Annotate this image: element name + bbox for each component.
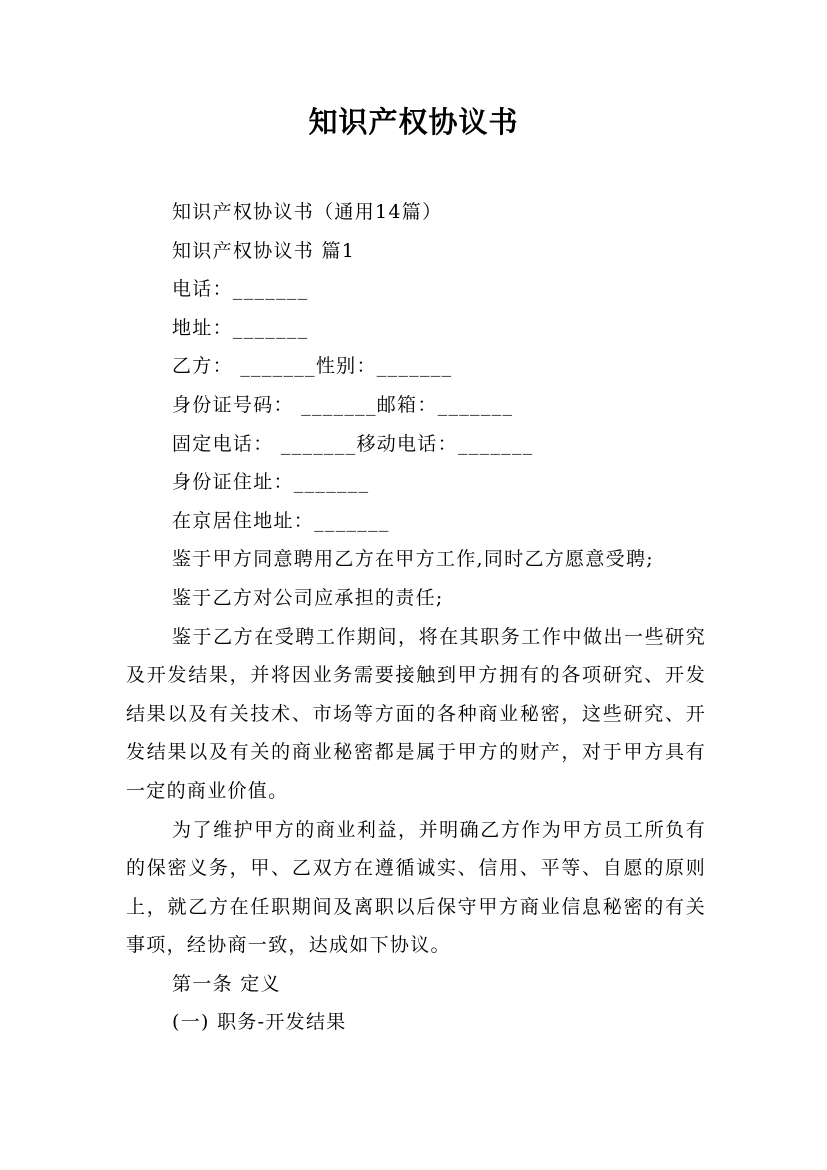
beijing-address-field: 在京居住地址：_______ bbox=[172, 509, 390, 532]
recital-paragraph: 鉴于乙方对公司应承担的责任; bbox=[172, 586, 444, 609]
document-title: 知识产权协议书 bbox=[308, 105, 519, 139]
article-heading: 第一条 定义 bbox=[172, 972, 281, 995]
recital-paragraph: 鉴于乙方在受聘工作期间，将在其职务工作中做出一些研究及开发结果，并将因业务需要接触到甲方拥有的各项研究、开发结果以及有关技术、市场等方面的各种商业秘密，这些研究、开发结果以及有关的商业秘密都是属于甲方的财产，对于甲方具有一定的商业价值。 bbox=[126, 625, 706, 802]
landline-mobile-field: 固定电话： _______移动电话：_______ bbox=[172, 432, 534, 455]
party-b-gender-field: 乙方： _______性别：_______ bbox=[172, 355, 453, 378]
purpose-paragraph: 为了维护甲方的商业利益，并明确乙方作为甲方员工所负有的保密义务，甲、乙双方在遵循诚实、信用、平等、自愿的原则上，就乙方在任职期间及离职以后保守甲方商业信息秘密的有关事项，经协商一致，达成如下协议。 bbox=[126, 818, 706, 957]
section-heading: 知识产权协议书 篇1 bbox=[172, 239, 356, 262]
clause-heading: (一) 职务-开发结果 bbox=[172, 1011, 347, 1034]
phone-field: 电话：_______ bbox=[172, 278, 309, 301]
document-body bbox=[126, 193, 706, 1042]
recital-paragraph: 鉴于甲方同意聘用乙方在甲方工作,同时乙方愿意受聘; bbox=[172, 548, 654, 571]
id-number-email-field: 身份证号码： _______邮箱：_______ bbox=[172, 393, 514, 416]
id-address-field: 身份证住址：_______ bbox=[172, 471, 370, 494]
subtitle-line: 知识产权协议书（通用14篇） bbox=[172, 201, 443, 223]
address-field: 地址：_______ bbox=[172, 316, 309, 339]
